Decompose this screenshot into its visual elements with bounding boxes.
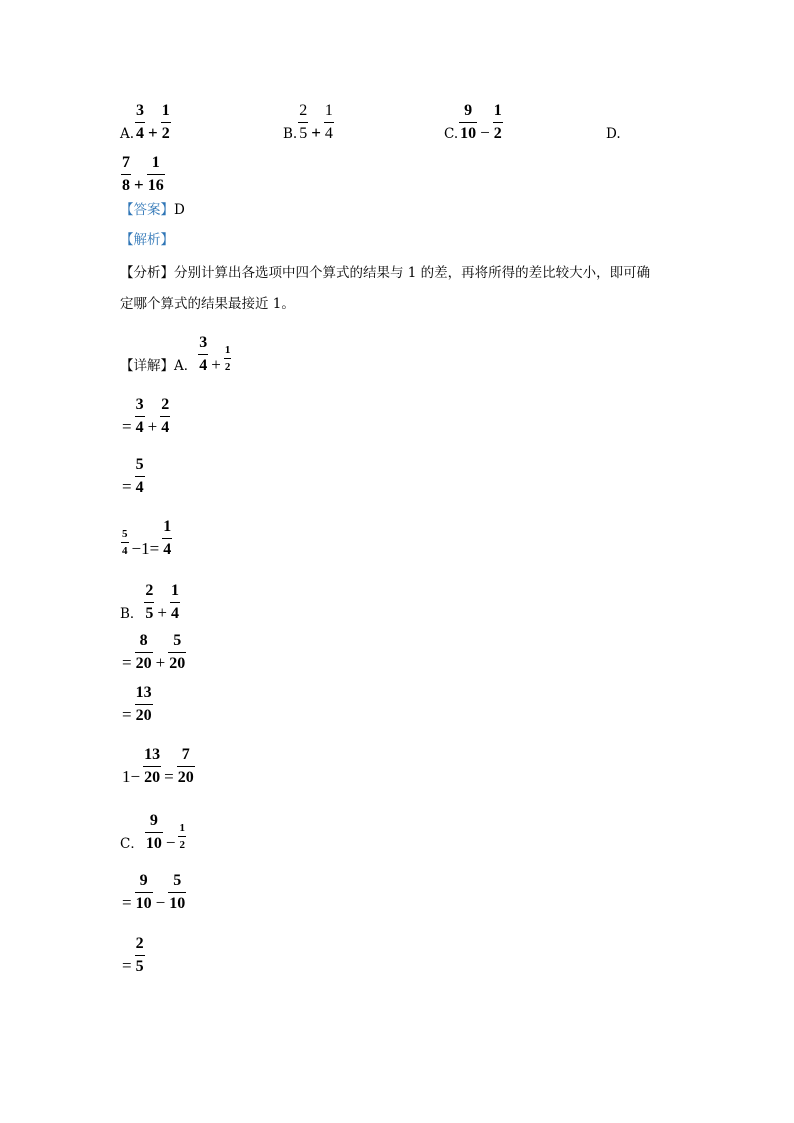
body-text: B． bbox=[120, 606, 144, 622]
denominator: 4 bbox=[171, 605, 180, 622]
fraction bbox=[493, 102, 503, 143]
denominator: 4 bbox=[135, 419, 144, 436]
denominator: 16 bbox=[147, 177, 164, 194]
fraction bbox=[161, 102, 171, 143]
numerator: 3 bbox=[198, 334, 208, 355]
math-operator: = bbox=[122, 956, 132, 975]
denominator: 2 bbox=[161, 125, 170, 142]
numerator: 13 bbox=[135, 684, 153, 705]
numerator: 5 bbox=[168, 872, 186, 893]
numerator: 1 bbox=[162, 518, 172, 539]
math-operator: + bbox=[134, 175, 144, 194]
denominator: 5 bbox=[135, 958, 144, 975]
fraction bbox=[135, 456, 145, 497]
numerator: 7 bbox=[177, 746, 195, 767]
numerator: 1 bbox=[147, 154, 165, 175]
fraction bbox=[178, 822, 186, 851]
fraction bbox=[160, 396, 170, 437]
numerator: 1 bbox=[170, 582, 180, 603]
math-operator: − bbox=[155, 893, 166, 912]
denominator: 20 bbox=[169, 655, 186, 672]
math-operator: 1− bbox=[122, 767, 141, 786]
denominator: 20 bbox=[144, 769, 161, 786]
denominator: 10 bbox=[145, 835, 162, 852]
math-operator: −1= bbox=[131, 539, 160, 558]
body-text: D bbox=[174, 202, 185, 218]
numerator: 13 bbox=[143, 746, 161, 767]
body-text: A. bbox=[120, 126, 135, 142]
denominator: 4 bbox=[136, 125, 145, 142]
numerator: 7 bbox=[121, 154, 131, 175]
math-operator: = bbox=[122, 705, 132, 724]
denominator: 4 bbox=[324, 125, 333, 142]
math-operator: + bbox=[155, 653, 166, 672]
denominator: 2 bbox=[493, 125, 502, 142]
fraction bbox=[459, 102, 477, 143]
numerator: 5 bbox=[121, 528, 129, 543]
fraction bbox=[177, 746, 195, 787]
fraction bbox=[143, 746, 161, 787]
numerator: 8 bbox=[135, 632, 153, 653]
fraction bbox=[135, 396, 145, 437]
math-operator: − bbox=[165, 833, 176, 852]
denominator: 10 bbox=[169, 895, 186, 912]
body-text: 定哪个算式的结果最接近 1。 bbox=[120, 296, 295, 312]
numerator: 2 bbox=[160, 396, 170, 417]
body-text: D. bbox=[606, 126, 621, 142]
fraction bbox=[135, 102, 145, 143]
numerator: 1 bbox=[161, 102, 171, 123]
numerator: 2 bbox=[298, 102, 308, 123]
denominator: 5 bbox=[299, 125, 308, 142]
math-operator: + bbox=[211, 355, 221, 374]
denominator: 10 bbox=[135, 895, 152, 912]
body-text: 【分析】分别计算出各选项中四个算式的结果与 1 的差，再将所得的差比较大小，即可确 bbox=[120, 265, 651, 281]
denominator: 20 bbox=[135, 707, 152, 724]
numerator: 3 bbox=[135, 396, 145, 417]
denominator: 2 bbox=[224, 361, 231, 373]
fraction bbox=[147, 154, 165, 195]
numerator: 1 bbox=[324, 102, 334, 123]
denominator: 2 bbox=[179, 839, 185, 851]
fraction bbox=[170, 582, 180, 623]
fraction bbox=[224, 344, 232, 373]
numerator: 3 bbox=[135, 102, 145, 123]
fraction bbox=[198, 334, 208, 375]
numerator: 1 bbox=[224, 344, 232, 359]
denominator: 4 bbox=[135, 479, 144, 496]
math-operator: + bbox=[147, 417, 158, 436]
numerator: 2 bbox=[135, 935, 145, 956]
fraction bbox=[144, 582, 154, 623]
fraction bbox=[168, 632, 186, 673]
denominator: 4 bbox=[199, 357, 208, 374]
math-operator: + bbox=[157, 603, 168, 622]
math-operator: = bbox=[122, 417, 132, 436]
numerator: 1 bbox=[493, 102, 503, 123]
fraction bbox=[168, 872, 186, 913]
fraction bbox=[162, 518, 172, 559]
numerator: 9 bbox=[459, 102, 477, 123]
fraction bbox=[121, 154, 131, 195]
numerator: 1 bbox=[178, 822, 186, 837]
numerator: 2 bbox=[144, 582, 154, 603]
denominator: 4 bbox=[122, 545, 128, 557]
denominator: 5 bbox=[145, 605, 154, 622]
fraction bbox=[135, 684, 153, 725]
math-operator: + bbox=[148, 123, 158, 142]
denominator: 4 bbox=[161, 419, 170, 436]
fraction bbox=[135, 935, 145, 976]
math-operator: + bbox=[311, 123, 321, 142]
fraction bbox=[298, 102, 308, 143]
math-operator: − bbox=[480, 123, 490, 142]
denominator: 20 bbox=[177, 769, 194, 786]
fraction bbox=[135, 872, 153, 913]
math-operator: = bbox=[122, 477, 132, 496]
denominator: 10 bbox=[460, 125, 477, 142]
denominator: 4 bbox=[163, 541, 172, 558]
body-text: B. bbox=[283, 126, 298, 142]
math-operator: = bbox=[164, 767, 174, 786]
body-text: 【详解】A． bbox=[120, 358, 198, 374]
numerator: 9 bbox=[145, 812, 163, 833]
numerator: 9 bbox=[135, 872, 153, 893]
section-label: 【解析】 bbox=[120, 232, 174, 248]
section-label: 【答案】 bbox=[120, 202, 174, 218]
fraction bbox=[135, 632, 153, 673]
fraction bbox=[121, 528, 129, 557]
numerator: 5 bbox=[168, 632, 186, 653]
math-operator: = bbox=[122, 653, 132, 672]
denominator: 8 bbox=[122, 177, 130, 194]
math-operator: = bbox=[122, 893, 132, 912]
numerator: 5 bbox=[135, 456, 145, 477]
body-text: C． bbox=[120, 836, 144, 852]
denominator: 20 bbox=[135, 655, 152, 672]
fraction bbox=[324, 102, 334, 143]
fraction bbox=[145, 812, 163, 853]
body-text: C. bbox=[444, 126, 459, 142]
